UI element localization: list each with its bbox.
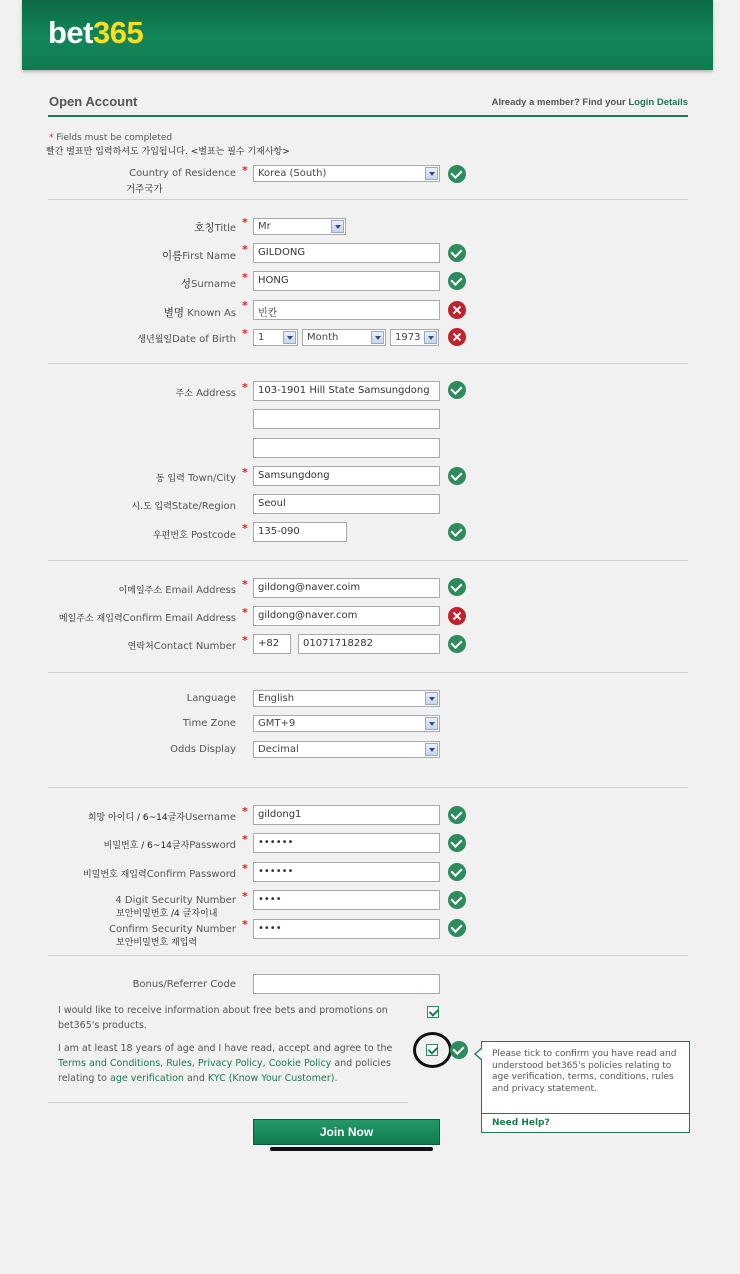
tooltip-text: Please tick to confirm you have read and understood bet365's policies relating to age verification, terms, conditions, rules and privacy statement.	[492, 1049, 677, 1094]
odds-select[interactable]: Decimal	[253, 741, 440, 758]
bonus-label: Bonus/Referrer Code	[132, 979, 236, 990]
terms-tooltip	[481, 1041, 690, 1133]
valid-check-icon	[448, 578, 466, 596]
terms-link[interactable]: Terms and Conditions	[58, 1058, 161, 1069]
join-now-button[interactable]: Join Now	[253, 1119, 440, 1145]
valid-check-icon	[450, 1041, 468, 1059]
valid-check-icon	[448, 635, 466, 653]
bet365-logo[interactable]: bet365	[48, 15, 144, 50]
required-star: *	[242, 164, 248, 177]
need-help-link[interactable]: Need Help?	[492, 1118, 550, 1128]
privacy-link[interactable]: Privacy Policy	[197, 1058, 263, 1069]
address-label: 주소 Address	[175, 388, 236, 399]
address-line3-input[interactable]	[253, 438, 440, 458]
divider	[48, 199, 688, 200]
promo-text: I would like to receive information about free bets and promotions on bet365's products.	[58, 1005, 388, 1031]
confirm-email-label: 메일주소 재입력Confirm Email Address	[58, 613, 236, 624]
valid-check-icon	[448, 891, 466, 909]
divider	[48, 787, 688, 788]
site-header	[22, 0, 713, 70]
cookie-link[interactable]: Cookie Policy	[268, 1058, 332, 1069]
odds-label: Odds Display	[170, 744, 236, 755]
valid-check-icon	[448, 467, 466, 485]
confirm-security-korean-label: 보안비밀번호 재입력	[116, 938, 198, 948]
divider	[48, 560, 688, 561]
promo-checkbox[interactable]	[427, 1006, 439, 1018]
security-number-label: 4 Digit Security Number	[115, 895, 236, 906]
valid-check-icon	[448, 272, 466, 290]
address-line2-input[interactable]	[253, 409, 440, 429]
valid-check-icon	[448, 165, 466, 183]
required-star: *	[242, 833, 248, 846]
dob-month-select[interactable]: Month	[302, 329, 386, 346]
title-select[interactable]: Mr	[253, 218, 346, 235]
required-star: *	[242, 466, 248, 479]
required-star: *	[242, 522, 248, 535]
dob-day-select[interactable]: 1	[253, 329, 298, 346]
already-member-text: Already a member? Find your Login Details	[491, 97, 688, 108]
chevron-down-icon	[424, 331, 437, 344]
error-x-icon	[448, 607, 466, 625]
username-input[interactable]: gildong1	[253, 805, 440, 825]
title-label: 호칭Title	[194, 222, 236, 234]
korean-note: 빨간 별표만 입력하셔도 가입됩니다. <별표는 필수 기재사항>	[46, 147, 290, 157]
required-star: *	[242, 578, 248, 591]
contact-number-input[interactable]: 01071718282	[298, 634, 440, 654]
terms-text: I am at least 18 years of age and I have read, accept and agree to the Terms and Conditions, Rules, Privacy Policy, Cookie Policy and policies relating to age verification and KYC (Know Your Customer).	[58, 1043, 393, 1084]
email-label: 이메일주소 Email Address	[118, 585, 236, 596]
chevron-down-icon	[425, 743, 438, 756]
error-x-icon	[448, 328, 466, 346]
confirm-email-input[interactable]: gildong@naver.com	[253, 606, 440, 626]
first-name-input[interactable]: GILDONG	[253, 243, 440, 263]
valid-check-icon	[448, 381, 466, 399]
postcode-input[interactable]: 135-090	[253, 522, 347, 542]
postcode-label: 우편번호 Postcode	[152, 530, 236, 541]
required-star: *	[242, 299, 248, 312]
age-verification-link[interactable]: age verification	[110, 1073, 184, 1084]
divider	[48, 672, 688, 673]
timezone-select[interactable]: GMT+9	[253, 715, 440, 732]
country-korean-label: 거주국가	[126, 184, 163, 195]
town-label: 동 입력 Town/City	[155, 473, 236, 484]
security-korean-label: 보안비밀번호 /4 글자이내	[116, 909, 218, 919]
timezone-label: Time Zone	[182, 718, 236, 729]
language-label: Language	[186, 693, 236, 704]
known-as-label: 별명 Known As	[163, 307, 236, 319]
page-title: Open Account	[49, 94, 138, 109]
required-star: *	[242, 271, 248, 284]
security-number-input[interactable]: ••••	[253, 890, 440, 910]
contact-label: 연락처Contact Number	[127, 641, 236, 652]
confirm-password-label: 비밀번호 재입력Confirm Password	[82, 869, 236, 880]
address-line1-input[interactable]: 103-1901 Hill State Samsungdong	[253, 381, 440, 401]
dob-label: 생년월일Date of Birth	[137, 334, 236, 345]
valid-check-icon	[448, 863, 466, 881]
login-details-link[interactable]: Login Details	[628, 97, 688, 108]
country-label: Country of Residence	[129, 168, 236, 179]
town-input[interactable]: Samsungdong	[253, 466, 440, 486]
title-divider	[48, 115, 688, 117]
language-select[interactable]: English	[253, 690, 440, 707]
rules-link[interactable]: Rules	[166, 1058, 192, 1069]
valid-check-icon	[448, 523, 466, 541]
chevron-down-icon	[425, 717, 438, 730]
chevron-down-icon	[331, 220, 344, 233]
error-x-icon	[448, 301, 466, 319]
divider	[48, 363, 688, 364]
valid-check-icon	[448, 806, 466, 824]
required-star: *	[242, 634, 248, 647]
known-as-input[interactable]: 빈칸	[253, 300, 440, 320]
divider	[48, 1102, 408, 1103]
confirm-security-label: Confirm Security Number	[108, 924, 236, 935]
required-star: *	[242, 216, 248, 229]
surname-label: 성Surname	[180, 278, 236, 290]
first-name-label: 이름First Name	[161, 250, 236, 262]
required-star: *	[242, 805, 248, 818]
password-label: 비밀번호 / 6~14글자Password	[103, 840, 236, 851]
required-star: *	[242, 243, 248, 256]
chevron-down-icon	[283, 331, 296, 344]
valid-check-icon	[448, 834, 466, 852]
kyc-link[interactable]: KYC (Know Your Customer)	[207, 1073, 335, 1084]
confirm-password-input[interactable]: ••••••	[253, 862, 440, 882]
required-star: *	[242, 890, 248, 903]
required-star: *	[242, 606, 248, 619]
hand-drawn-circle	[413, 1032, 452, 1068]
required-star: *	[242, 918, 248, 931]
confirm-security-input[interactable]: ••••	[253, 919, 440, 939]
surname-input[interactable]: HONG	[253, 271, 440, 291]
chevron-down-icon	[371, 331, 384, 344]
valid-check-icon	[448, 919, 466, 937]
chevron-down-icon	[425, 167, 438, 180]
state-label: 시.도 입력State/Region	[131, 501, 236, 512]
country-code-input[interactable]: +82	[253, 634, 291, 654]
dob-year-select[interactable]: 1973	[390, 329, 439, 346]
home-indicator-bar	[270, 1147, 433, 1151]
divider	[48, 955, 688, 956]
required-note: * Fields must be completed	[49, 133, 173, 143]
bonus-code-input[interactable]	[253, 974, 440, 994]
password-input[interactable]: ••••••	[253, 833, 440, 853]
country-select[interactable]: Korea (South)	[253, 165, 440, 182]
state-input[interactable]: Seoul	[253, 494, 440, 514]
valid-check-icon	[448, 244, 466, 262]
required-star: *	[242, 862, 248, 875]
email-input[interactable]: gildong@naver.coim	[253, 578, 440, 598]
username-label: 희망 아이디 / 6~14글자Username	[87, 812, 236, 823]
chevron-down-icon	[425, 692, 438, 705]
required-star: *	[242, 381, 248, 394]
required-star: *	[242, 327, 248, 340]
